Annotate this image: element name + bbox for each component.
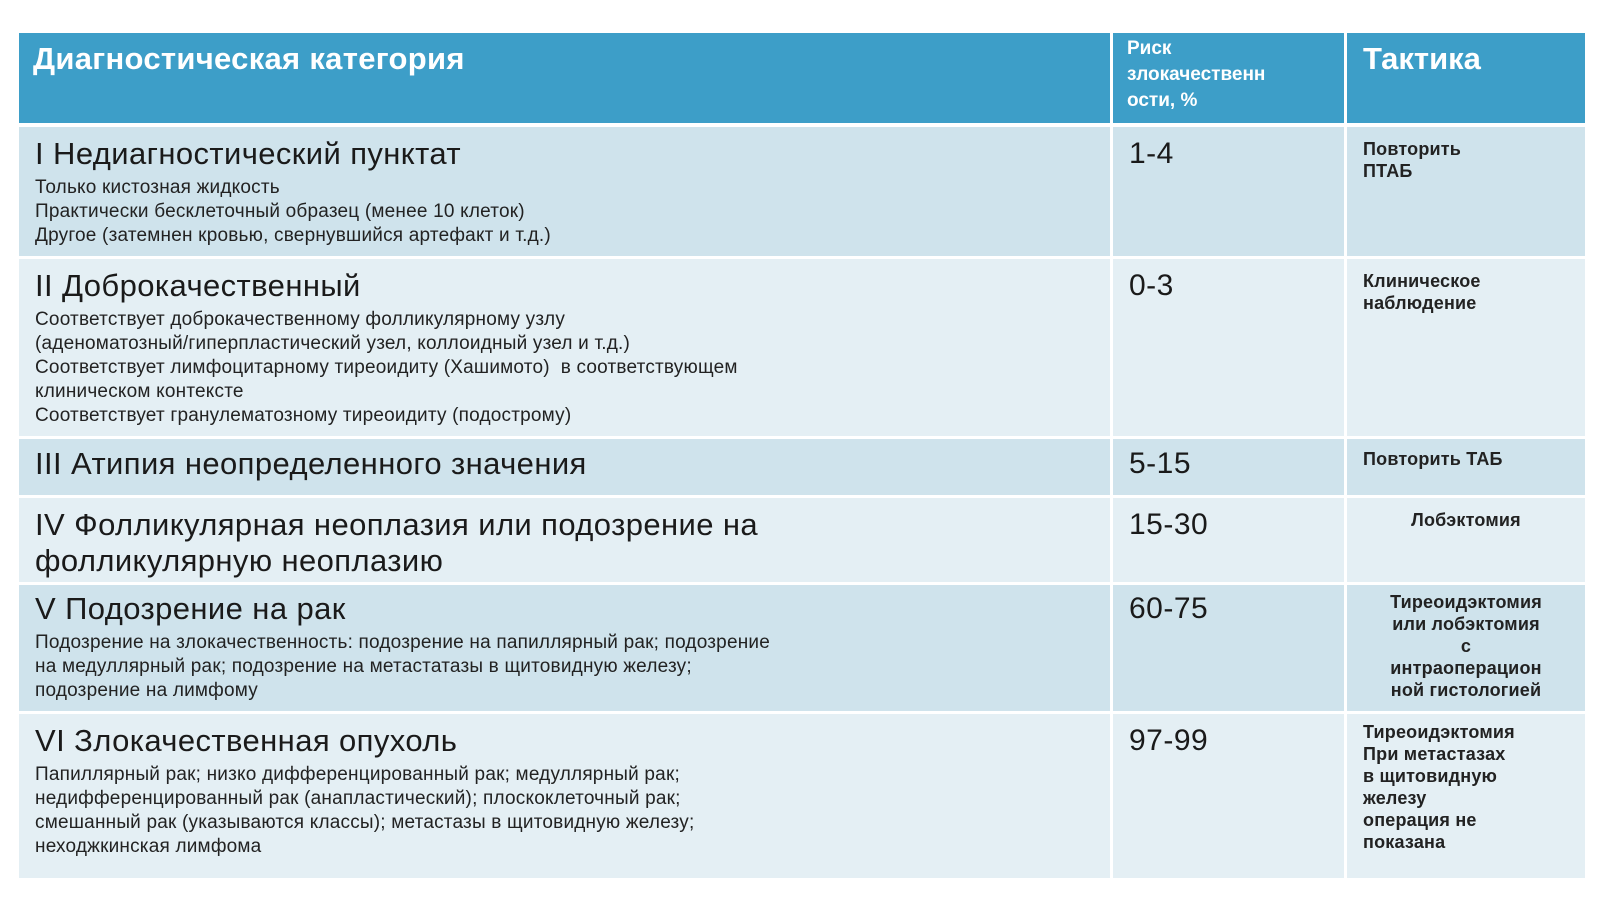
table-row xyxy=(19,127,1585,259)
category-detail-line: Другое (затемнен кровью, свернувшийся артефакт и т.д.) xyxy=(35,225,551,246)
category-cell xyxy=(19,259,1113,439)
header-risk xyxy=(1113,33,1347,127)
tactics-line: При метастазах xyxy=(1363,744,1506,764)
category-detail-line: Соответствует гранулематозному тиреоидиту (подострому) xyxy=(35,405,572,426)
risk-cell xyxy=(1113,127,1347,259)
tactics-text xyxy=(1347,498,1585,531)
category-cell xyxy=(19,714,1113,881)
risk-value: 97-99 xyxy=(1129,724,1209,757)
table-row xyxy=(19,439,1585,498)
category-detail-line: Подозрение на злокачественность: подозрение на папиллярный рак; подозрение xyxy=(35,632,770,653)
header-risk-line: Риск xyxy=(1127,38,1172,59)
category-title-line: фолликулярную неоплазию xyxy=(35,543,444,578)
category-detail-line: неходжкинская лимфома xyxy=(35,836,262,857)
table-row xyxy=(19,585,1585,714)
tactics-line: Тиреоидэктомия xyxy=(1390,592,1542,612)
risk-cell xyxy=(1113,498,1347,585)
tactics-line: в щитовидную xyxy=(1363,766,1498,786)
tactics-cell xyxy=(1347,439,1585,498)
tactics-line: железу xyxy=(1363,788,1427,808)
category-title xyxy=(19,498,1110,579)
category-detail-line: Только кистозная жидкость xyxy=(35,177,280,198)
tactics-cell xyxy=(1347,585,1585,714)
table-header-row xyxy=(19,33,1585,127)
category-cell xyxy=(19,498,1113,585)
tactics-text xyxy=(1347,585,1585,701)
category-detail-line: подозрение на лимфому xyxy=(35,680,258,701)
tactics-text xyxy=(1347,439,1585,470)
risk-cell xyxy=(1113,714,1347,881)
risk-value: 0-3 xyxy=(1129,269,1174,302)
tactics-text xyxy=(1347,259,1585,314)
category-cell xyxy=(19,439,1113,498)
tactics-line: Повторить ТАБ xyxy=(1363,449,1503,469)
category-cell xyxy=(19,127,1113,259)
tactics-line: показана xyxy=(1363,832,1446,852)
header-category: Диагностическая категория xyxy=(19,33,1113,127)
header-risk-line: злокачественн xyxy=(1127,64,1266,85)
category-detail-line: недифференцированный рак (анапластический); плоскоклеточный рак; xyxy=(35,788,681,809)
tactics-line: операция не xyxy=(1363,810,1477,830)
risk-value: 60-75 xyxy=(1129,592,1209,625)
risk-value: 15-30 xyxy=(1129,508,1209,541)
risk-value: 5-15 xyxy=(1129,447,1192,480)
tactics-cell xyxy=(1347,498,1585,585)
tactics-line: ной гистологией xyxy=(1390,680,1542,700)
tactics-cell xyxy=(1347,127,1585,259)
tactics-text xyxy=(1347,714,1585,853)
tactics-line: или лобэктомия xyxy=(1392,614,1540,634)
tactics-line: наблюдение xyxy=(1363,293,1477,313)
category-title-line: IV Фолликулярная неоплазия или подозрение на xyxy=(35,507,759,542)
tactics-text xyxy=(1347,127,1585,182)
category-details xyxy=(19,627,1110,711)
category-detail-line: клиническом контексте xyxy=(35,381,244,402)
category-detail-line: Соответствует доброкачественному фолликулярному узлу xyxy=(35,309,566,330)
category-details xyxy=(19,172,1110,256)
category-title: VI Злокачественная опухоль xyxy=(35,723,458,758)
category-title: III Атипия неопределенного значения xyxy=(35,446,587,481)
category-details xyxy=(19,759,1110,867)
category-detail-line: Практически бесклеточный образец (менее 10 клеток) xyxy=(35,201,525,222)
table-row xyxy=(19,498,1585,585)
risk-value: 1-4 xyxy=(1129,137,1174,170)
risk-cell xyxy=(1113,439,1347,498)
header-risk-line: ости, % xyxy=(1127,90,1198,111)
risk-cell xyxy=(1113,259,1347,439)
category-title: II Доброкачественный xyxy=(35,268,361,303)
category-title: I Недиагностический пунктат xyxy=(35,136,461,171)
category-detail-line: Папиллярный рак; низко дифференцированный рак; медуллярный рак; xyxy=(35,764,680,785)
tactics-line: интраоперацион xyxy=(1390,658,1542,678)
tactics-line: Тиреоидэктомия xyxy=(1363,722,1515,742)
bethesda-table xyxy=(19,33,1585,881)
category-detail-line: (аденоматозный/гиперпластический узел, коллоидный узел и т.д.) xyxy=(35,333,631,354)
category-cell xyxy=(19,585,1113,714)
tactics-cell xyxy=(1347,259,1585,439)
tactics-line: Повторить xyxy=(1363,139,1462,159)
category-title: V Подозрение на рак xyxy=(35,591,346,626)
tactics-line: Лобэктомия xyxy=(1411,510,1521,530)
tactics-line: с xyxy=(1460,636,1472,656)
risk-cell xyxy=(1113,585,1347,714)
tactics-line: Клиническое xyxy=(1363,271,1481,291)
table-row xyxy=(19,714,1585,881)
header-tactics: Тактика xyxy=(1347,33,1585,127)
category-detail-line: смешанный рак (указываются классы); метастазы в щитовидную железу; xyxy=(35,812,695,833)
category-details xyxy=(19,304,1110,436)
table-row xyxy=(19,259,1585,439)
bethesda-table-container xyxy=(19,33,1585,881)
category-detail-line: на медуллярный рак; подозрение на метастатазы в щитовидную железу; xyxy=(35,656,692,677)
category-detail-line: Соответствует лимфоцитарному тиреоидиту (Хашимото) в соответствующем xyxy=(35,357,738,378)
tactics-cell xyxy=(1347,714,1585,881)
tactics-line: ПТАБ xyxy=(1363,161,1413,181)
